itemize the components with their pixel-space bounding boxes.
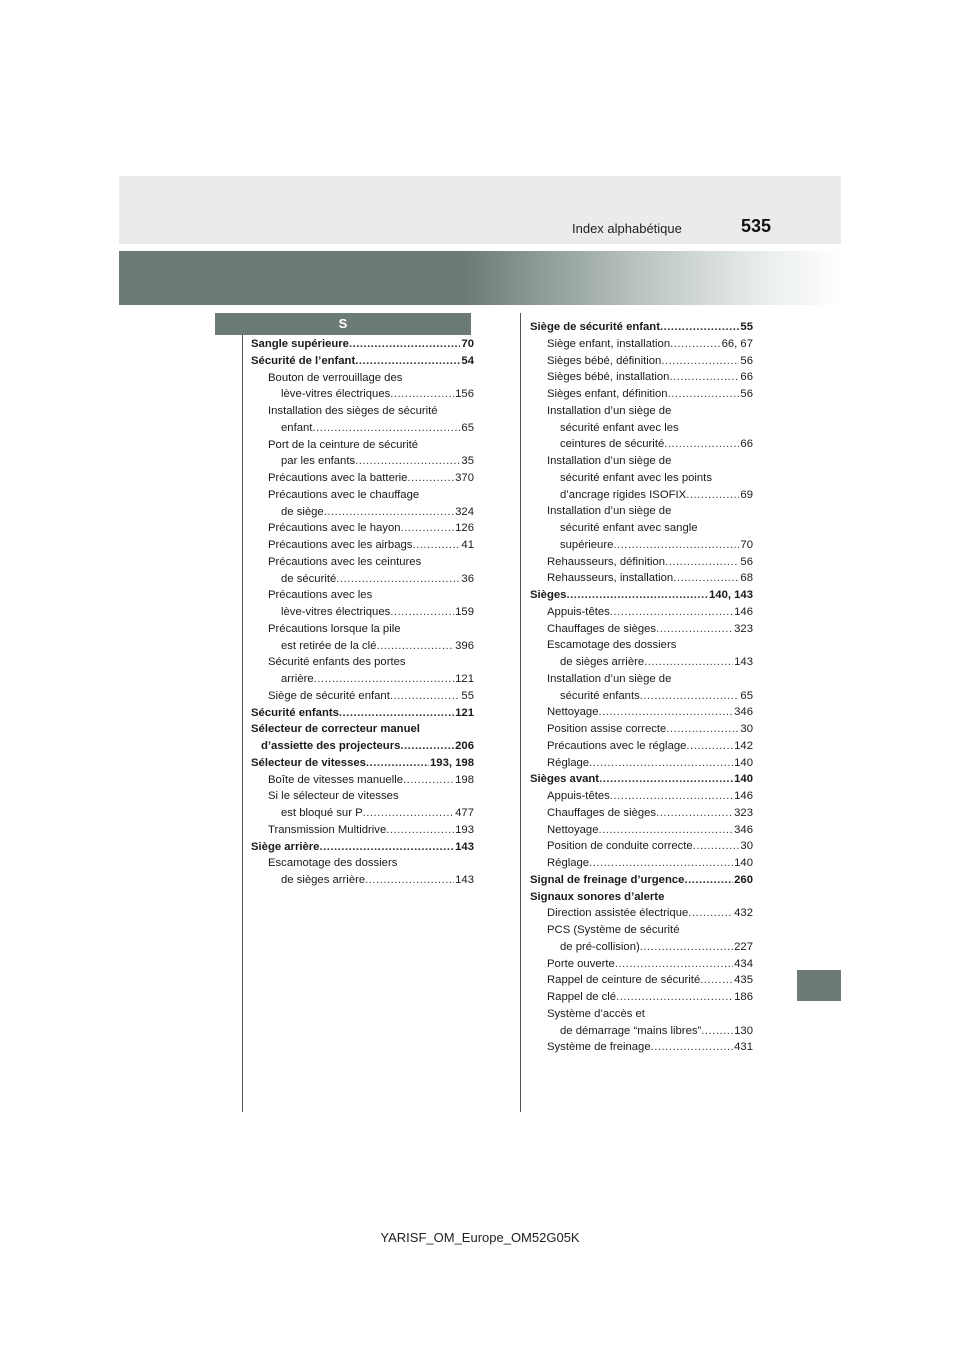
index-entry-term: par les enfants <box>281 455 356 468</box>
index-entry-term: Escamotage des dossiers <box>547 639 677 652</box>
index-entry-page[interactable]: 186 <box>734 991 753 1003</box>
index-entry-term: Signal de freinage d’urgence <box>530 873 685 886</box>
index-entry-page[interactable]: 69 <box>740 488 753 501</box>
index-entry-term: Rehausseurs, installation <box>547 572 674 585</box>
index-entry <box>251 604 474 621</box>
index-entry-page[interactable]: 346 <box>734 706 753 719</box>
index-entry-term: Précautions avec le hayon <box>268 522 401 535</box>
index-entry <box>251 571 474 588</box>
index-entry <box>251 537 474 554</box>
index-entry <box>251 839 474 856</box>
index-entry-term: Siège de sécurité enfant <box>530 321 660 333</box>
dot-leader <box>651 1039 734 1056</box>
index-entry <box>530 353 753 370</box>
dot-leader <box>407 470 454 487</box>
index-entry-term: est retirée de la clé <box>281 639 377 652</box>
dot-leader <box>669 369 739 386</box>
header-band <box>119 176 841 244</box>
index-entry-term: de sièges arrière <box>560 656 645 668</box>
index-entry-page[interactable]: 55 <box>740 321 753 333</box>
index-entry <box>530 805 753 822</box>
dot-leader <box>390 688 461 705</box>
index-entry-term: de pré-collision) <box>560 940 640 953</box>
index-entry <box>530 570 753 587</box>
index-entry <box>530 487 753 504</box>
index-entry-page[interactable]: 126 <box>455 522 474 535</box>
index-entry <box>251 721 474 738</box>
index-entry-term: Transmission Multidrive <box>268 823 387 836</box>
index-entry-term: de sièges arrière <box>281 874 366 886</box>
index-entry-term: Installation d’un siège de <box>547 505 672 518</box>
index-entry-page[interactable]: 396 <box>455 639 474 652</box>
dot-leader <box>613 537 739 554</box>
index-entry <box>530 403 753 420</box>
index-entry-page[interactable]: 434 <box>734 957 753 970</box>
index-entry-term: de démarrage “mains libres” <box>560 1024 702 1037</box>
index-entry-term: Sécurité de l’enfant <box>251 354 356 367</box>
index-entry-term: Boîte de vitesses manuelle <box>268 773 404 786</box>
index-entry-term: Sécurité enfants des portes <box>268 656 406 669</box>
index-entry-page[interactable]: 159 <box>455 606 474 618</box>
index-entry-page[interactable]: 65 <box>740 689 753 702</box>
index-entry <box>530 554 753 571</box>
index-entry <box>530 822 753 839</box>
index-entry-page[interactable]: 41 <box>461 539 474 551</box>
index-entry-page[interactable]: 477 <box>455 807 474 819</box>
index-entry-page[interactable]: 68 <box>740 572 753 585</box>
index-entry-term: Escamotage des dossiers <box>268 857 398 870</box>
index-entry-term: Port de la ceinture de sécurité <box>268 438 419 451</box>
dot-leader <box>693 838 740 855</box>
index-entry-term: Précautions avec les airbags <box>268 539 413 551</box>
index-entry-term: Réglage <box>547 756 590 769</box>
dot-leader <box>589 855 733 872</box>
index-entry-page[interactable]: 146 <box>734 790 753 802</box>
index-entry <box>530 1006 753 1023</box>
index-entry-page[interactable]: 56 <box>740 555 753 568</box>
index-entry-term: d’ancrage rigides ISOFIX <box>560 488 687 501</box>
index-entry-page[interactable]: 140 <box>734 773 753 786</box>
index-entry <box>251 554 474 571</box>
index-entry <box>251 654 474 671</box>
index-entry-page[interactable]: 30 <box>740 840 753 853</box>
dot-leader <box>412 537 460 554</box>
index-column-left <box>251 336 474 889</box>
index-entry-term: d’assiette des projecteurs <box>261 740 401 752</box>
dot-leader <box>610 788 733 805</box>
index-entry <box>251 772 474 789</box>
index-entry-term: Bouton de verrouillage des <box>268 371 403 384</box>
dot-leader <box>599 771 733 788</box>
dot-leader <box>666 721 739 738</box>
dot-leader <box>673 570 739 587</box>
index-entry <box>251 336 474 353</box>
index-entry <box>530 939 753 956</box>
index-entry <box>530 771 753 788</box>
index-entry <box>530 453 753 470</box>
index-entry-term: Sièges enfant, définition <box>547 388 668 400</box>
index-entry-page[interactable]: 156 <box>455 388 474 401</box>
index-entry-page[interactable]: 143 <box>455 840 474 853</box>
dot-leader <box>366 755 429 772</box>
index-entry <box>251 688 474 705</box>
index-entry-term: Installation d’un siège de <box>547 455 672 467</box>
index-entry-term: Sangle supérieure <box>251 338 349 350</box>
index-entry-term: ceintures de sécurité <box>560 438 665 451</box>
dot-leader <box>660 319 739 336</box>
dot-leader <box>336 571 460 588</box>
index-entry-term: Précautions avec la batterie <box>268 472 408 484</box>
index-entry-page[interactable]: 206 <box>455 740 474 752</box>
index-entry <box>251 520 474 537</box>
index-entry <box>530 1023 753 1040</box>
dot-leader <box>670 336 720 353</box>
index-entry-term: Installation des sièges de sécurité <box>268 405 438 417</box>
dot-leader <box>665 554 739 571</box>
index-entry-page[interactable]: 323 <box>734 806 753 819</box>
index-entry-page[interactable]: 35 <box>461 455 474 468</box>
index-entry <box>251 788 474 805</box>
dot-leader <box>401 520 455 537</box>
index-entry <box>530 436 753 453</box>
index-entry-term: Précautions avec les <box>268 589 373 602</box>
index-entry <box>530 537 753 554</box>
index-entry-term: sécurité enfant avec sangle <box>560 522 698 534</box>
index-entry-page[interactable]: 66 <box>740 371 753 384</box>
index-entry <box>251 386 474 403</box>
index-entry-term: lève-vitres électriques <box>281 606 391 618</box>
index-entry <box>530 520 753 537</box>
index-entry <box>251 370 474 387</box>
index-entry-term: Précautions avec le chauffage <box>268 488 420 501</box>
index-entry <box>530 420 753 437</box>
dot-leader <box>566 587 708 604</box>
index-entry-page[interactable]: 323 <box>734 622 753 635</box>
index-entry-term: sécurité enfants <box>560 689 640 702</box>
dot-leader <box>640 939 733 956</box>
index-entry <box>251 738 474 755</box>
index-entry-term: arrière <box>281 673 314 685</box>
index-entry-page[interactable]: 346 <box>734 823 753 836</box>
dot-leader <box>400 738 454 755</box>
index-entry-page[interactable]: 227 <box>734 940 753 953</box>
index-entry-term: Rappel de clé <box>547 991 617 1003</box>
index-entry-page[interactable]: 193, 198 <box>430 756 474 769</box>
index-entry-page[interactable]: 143 <box>455 874 474 886</box>
index-entry <box>251 805 474 822</box>
index-entry-page[interactable]: 66, 67 <box>721 337 753 350</box>
index-entry-page[interactable]: 142 <box>734 739 753 752</box>
index-entry-term: Porte ouverte <box>547 957 615 970</box>
index-entry-page[interactable]: 70 <box>740 538 753 551</box>
dot-leader <box>640 688 740 705</box>
page-header-title: Index alphabétique <box>572 221 682 236</box>
index-entry <box>530 755 753 772</box>
index-entry <box>251 705 474 722</box>
dot-leader <box>644 654 733 671</box>
index-entry <box>530 889 753 906</box>
dot-leader <box>390 386 454 403</box>
index-entry <box>530 621 753 638</box>
index-entry-term: supérieure <box>560 538 614 551</box>
index-entry-term: Sécurité enfants <box>251 706 339 719</box>
dot-leader <box>312 420 460 437</box>
index-entry <box>251 403 474 420</box>
index-entry <box>530 369 753 386</box>
dot-leader <box>701 1023 733 1040</box>
index-entry <box>530 721 753 738</box>
index-entry-term: Siège de sécurité enfant <box>268 689 390 702</box>
index-entry-term: Sièges bébé, définition <box>547 354 662 367</box>
index-entry-page[interactable]: 432 <box>734 907 753 920</box>
index-entry <box>530 604 753 621</box>
index-entry-term: Réglage <box>547 857 590 869</box>
index-entry-page[interactable]: 66 <box>740 438 753 451</box>
index-entry-term: Précautions avec le réglage <box>547 739 687 752</box>
dot-leader <box>664 436 739 453</box>
dot-leader <box>686 487 739 504</box>
index-entry-page[interactable]: 56 <box>740 354 753 367</box>
index-entry <box>530 838 753 855</box>
dot-leader <box>365 872 454 889</box>
index-entry <box>530 905 753 922</box>
dot-leader <box>355 453 460 470</box>
index-entry-term: Appuis-têtes <box>547 605 610 618</box>
index-entry-term: lève-vitres électriques <box>281 388 391 401</box>
dot-leader <box>589 755 733 772</box>
index-entry-page[interactable]: 193 <box>455 823 474 836</box>
index-entry-term: Système d’accès et <box>547 1007 645 1020</box>
index-entry-term: est bloqué sur P <box>281 807 363 819</box>
index-entry <box>530 1039 753 1056</box>
index-entry-term: Système de freinage <box>547 1041 651 1054</box>
index-entry-page[interactable]: 121 <box>455 673 474 685</box>
index-entry-term: Sélecteur de correcteur manuel <box>251 723 420 736</box>
dot-leader <box>599 704 734 721</box>
index-entry <box>251 420 474 437</box>
dot-leader <box>684 872 733 889</box>
index-entry <box>251 855 474 872</box>
dot-leader <box>668 386 740 403</box>
index-entry <box>530 738 753 755</box>
index-entry-term: de siège <box>281 505 324 518</box>
index-entry-page[interactable]: 140, 143 <box>709 589 753 601</box>
index-entry <box>530 688 753 705</box>
dot-leader <box>324 504 454 521</box>
index-entry-term: Rehausseurs, définition <box>547 555 666 568</box>
index-entry <box>530 989 753 1006</box>
index-entry-page[interactable]: 143 <box>734 656 753 668</box>
index-entry <box>530 386 753 403</box>
index-entry <box>530 587 753 604</box>
dot-leader <box>616 989 733 1006</box>
index-entry-page[interactable]: 36 <box>461 572 474 585</box>
index-entry-term: Nettoyage <box>547 823 599 836</box>
index-entry <box>530 336 753 353</box>
dot-leader <box>349 336 460 353</box>
dot-leader <box>599 822 734 839</box>
index-entry <box>251 487 474 504</box>
index-entry <box>530 922 753 939</box>
index-entry <box>251 504 474 521</box>
index-entry-term: Chauffages de sièges <box>547 806 657 819</box>
index-entry-term: Position de conduite correcte <box>547 840 693 853</box>
dot-leader <box>403 772 454 789</box>
index-entry-term: Position assise correcte <box>547 723 667 735</box>
index-entry <box>251 671 474 688</box>
index-entry-term: de sécurité <box>281 572 337 585</box>
index-entry-term: Sièges avant <box>530 773 600 786</box>
index-entry <box>251 470 474 487</box>
index-column-right <box>530 319 753 1056</box>
index-entry-term: Si le sélecteur de vitesses <box>268 790 399 803</box>
dot-leader <box>688 905 733 922</box>
index-entry-term: sécurité enfant avec les points <box>560 471 712 484</box>
index-entry <box>530 503 753 520</box>
index-entry-page[interactable]: 56 <box>740 388 753 400</box>
index-entry <box>251 822 474 839</box>
dot-leader <box>314 671 454 688</box>
index-entry-term: Siège enfant, installation <box>547 337 671 350</box>
index-entry <box>530 956 753 973</box>
right-column-rule <box>520 313 521 1112</box>
index-side-tab <box>797 970 841 1001</box>
index-entry-page[interactable]: 260 <box>734 873 753 886</box>
index-entry <box>530 470 753 487</box>
index-entry-term: Précautions lorsque la pile <box>268 622 401 635</box>
index-entry <box>251 872 474 889</box>
left-column-rule <box>242 335 243 1112</box>
dot-leader <box>319 839 454 856</box>
index-entry-page[interactable]: 435 <box>734 974 753 987</box>
dot-leader <box>661 353 739 370</box>
index-entry-page[interactable]: 30 <box>740 723 753 735</box>
index-entry-term: PCS (Système de sécurité <box>547 924 680 936</box>
index-entry <box>251 587 474 604</box>
index-entry <box>530 654 753 671</box>
index-entry <box>530 972 753 989</box>
index-entry-term: Siège arrière <box>251 840 320 853</box>
index-entry <box>251 621 474 638</box>
index-entry-term: Chauffages de sièges <box>547 622 657 635</box>
index-entry-term: Installation d’un siège de <box>547 404 672 417</box>
page-number: 535 <box>741 216 772 236</box>
index-entry <box>251 638 474 655</box>
index-entry <box>530 855 753 872</box>
index-entry-page[interactable]: 140 <box>734 857 753 869</box>
index-entry <box>530 671 753 688</box>
dot-leader <box>363 805 455 822</box>
dot-leader <box>700 972 733 989</box>
dot-leader <box>339 705 454 722</box>
index-entry <box>530 788 753 805</box>
index-entry-page[interactable]: 324 <box>455 505 474 518</box>
index-entry <box>251 437 474 454</box>
dot-leader <box>386 822 454 839</box>
dot-leader <box>390 604 454 621</box>
index-entry-page[interactable]: 146 <box>734 605 753 618</box>
index-entry-term: Rappel de ceinture de sécurité <box>547 974 701 987</box>
index-entry <box>530 872 753 889</box>
index-entry-term: Précautions avec les ceintures <box>268 555 422 568</box>
index-entry-page[interactable]: 140 <box>734 756 753 769</box>
dot-leader <box>656 805 733 822</box>
index-entry <box>530 704 753 721</box>
dot-leader <box>615 956 733 973</box>
index-entry <box>530 637 753 654</box>
index-entry-page[interactable]: 198 <box>455 773 474 786</box>
index-entry-term: sécurité enfant avec les <box>560 421 679 434</box>
index-entry-term: Sièges bébé, installation <box>547 371 670 384</box>
index-entry <box>251 453 474 470</box>
index-entry <box>251 353 474 370</box>
index-entry <box>530 319 753 336</box>
index-entry-page[interactable]: 54 <box>461 354 474 367</box>
index-entry-page[interactable]: 431 <box>734 1041 753 1054</box>
document-code-footer: YARISF_OM_Europe_OM52G05K <box>380 1230 580 1245</box>
index-entry-term: Sièges <box>530 589 567 601</box>
decorative-gradient-band <box>119 251 841 305</box>
dot-leader <box>376 638 454 655</box>
index-entry-term: Installation d’un siège de <box>547 672 672 685</box>
index-entry-page[interactable]: 370 <box>455 472 474 484</box>
section-letter-header: S <box>215 313 471 335</box>
index-entry-term: Appuis-têtes <box>547 790 610 802</box>
index-entry-page[interactable]: 55 <box>461 689 474 702</box>
index-entry-page[interactable]: 121 <box>455 706 474 719</box>
index-entry-page[interactable]: 65 <box>461 421 474 434</box>
dot-leader <box>355 353 460 370</box>
dot-leader <box>686 738 733 755</box>
index-entry-page[interactable]: 130 <box>734 1024 753 1037</box>
index-entry-term: enfant <box>281 421 313 434</box>
index-entry-page[interactable]: 70 <box>461 338 474 350</box>
index-entry <box>251 755 474 772</box>
index-entry-term: Direction assistée électrique <box>547 907 689 920</box>
dot-leader <box>656 621 733 638</box>
index-entry-term: Sélecteur de vitesses <box>251 756 366 769</box>
dot-leader <box>610 604 733 621</box>
index-entry-term: Signaux sonores d’alerte <box>530 890 665 903</box>
index-entry-term: Nettoyage <box>547 706 599 719</box>
